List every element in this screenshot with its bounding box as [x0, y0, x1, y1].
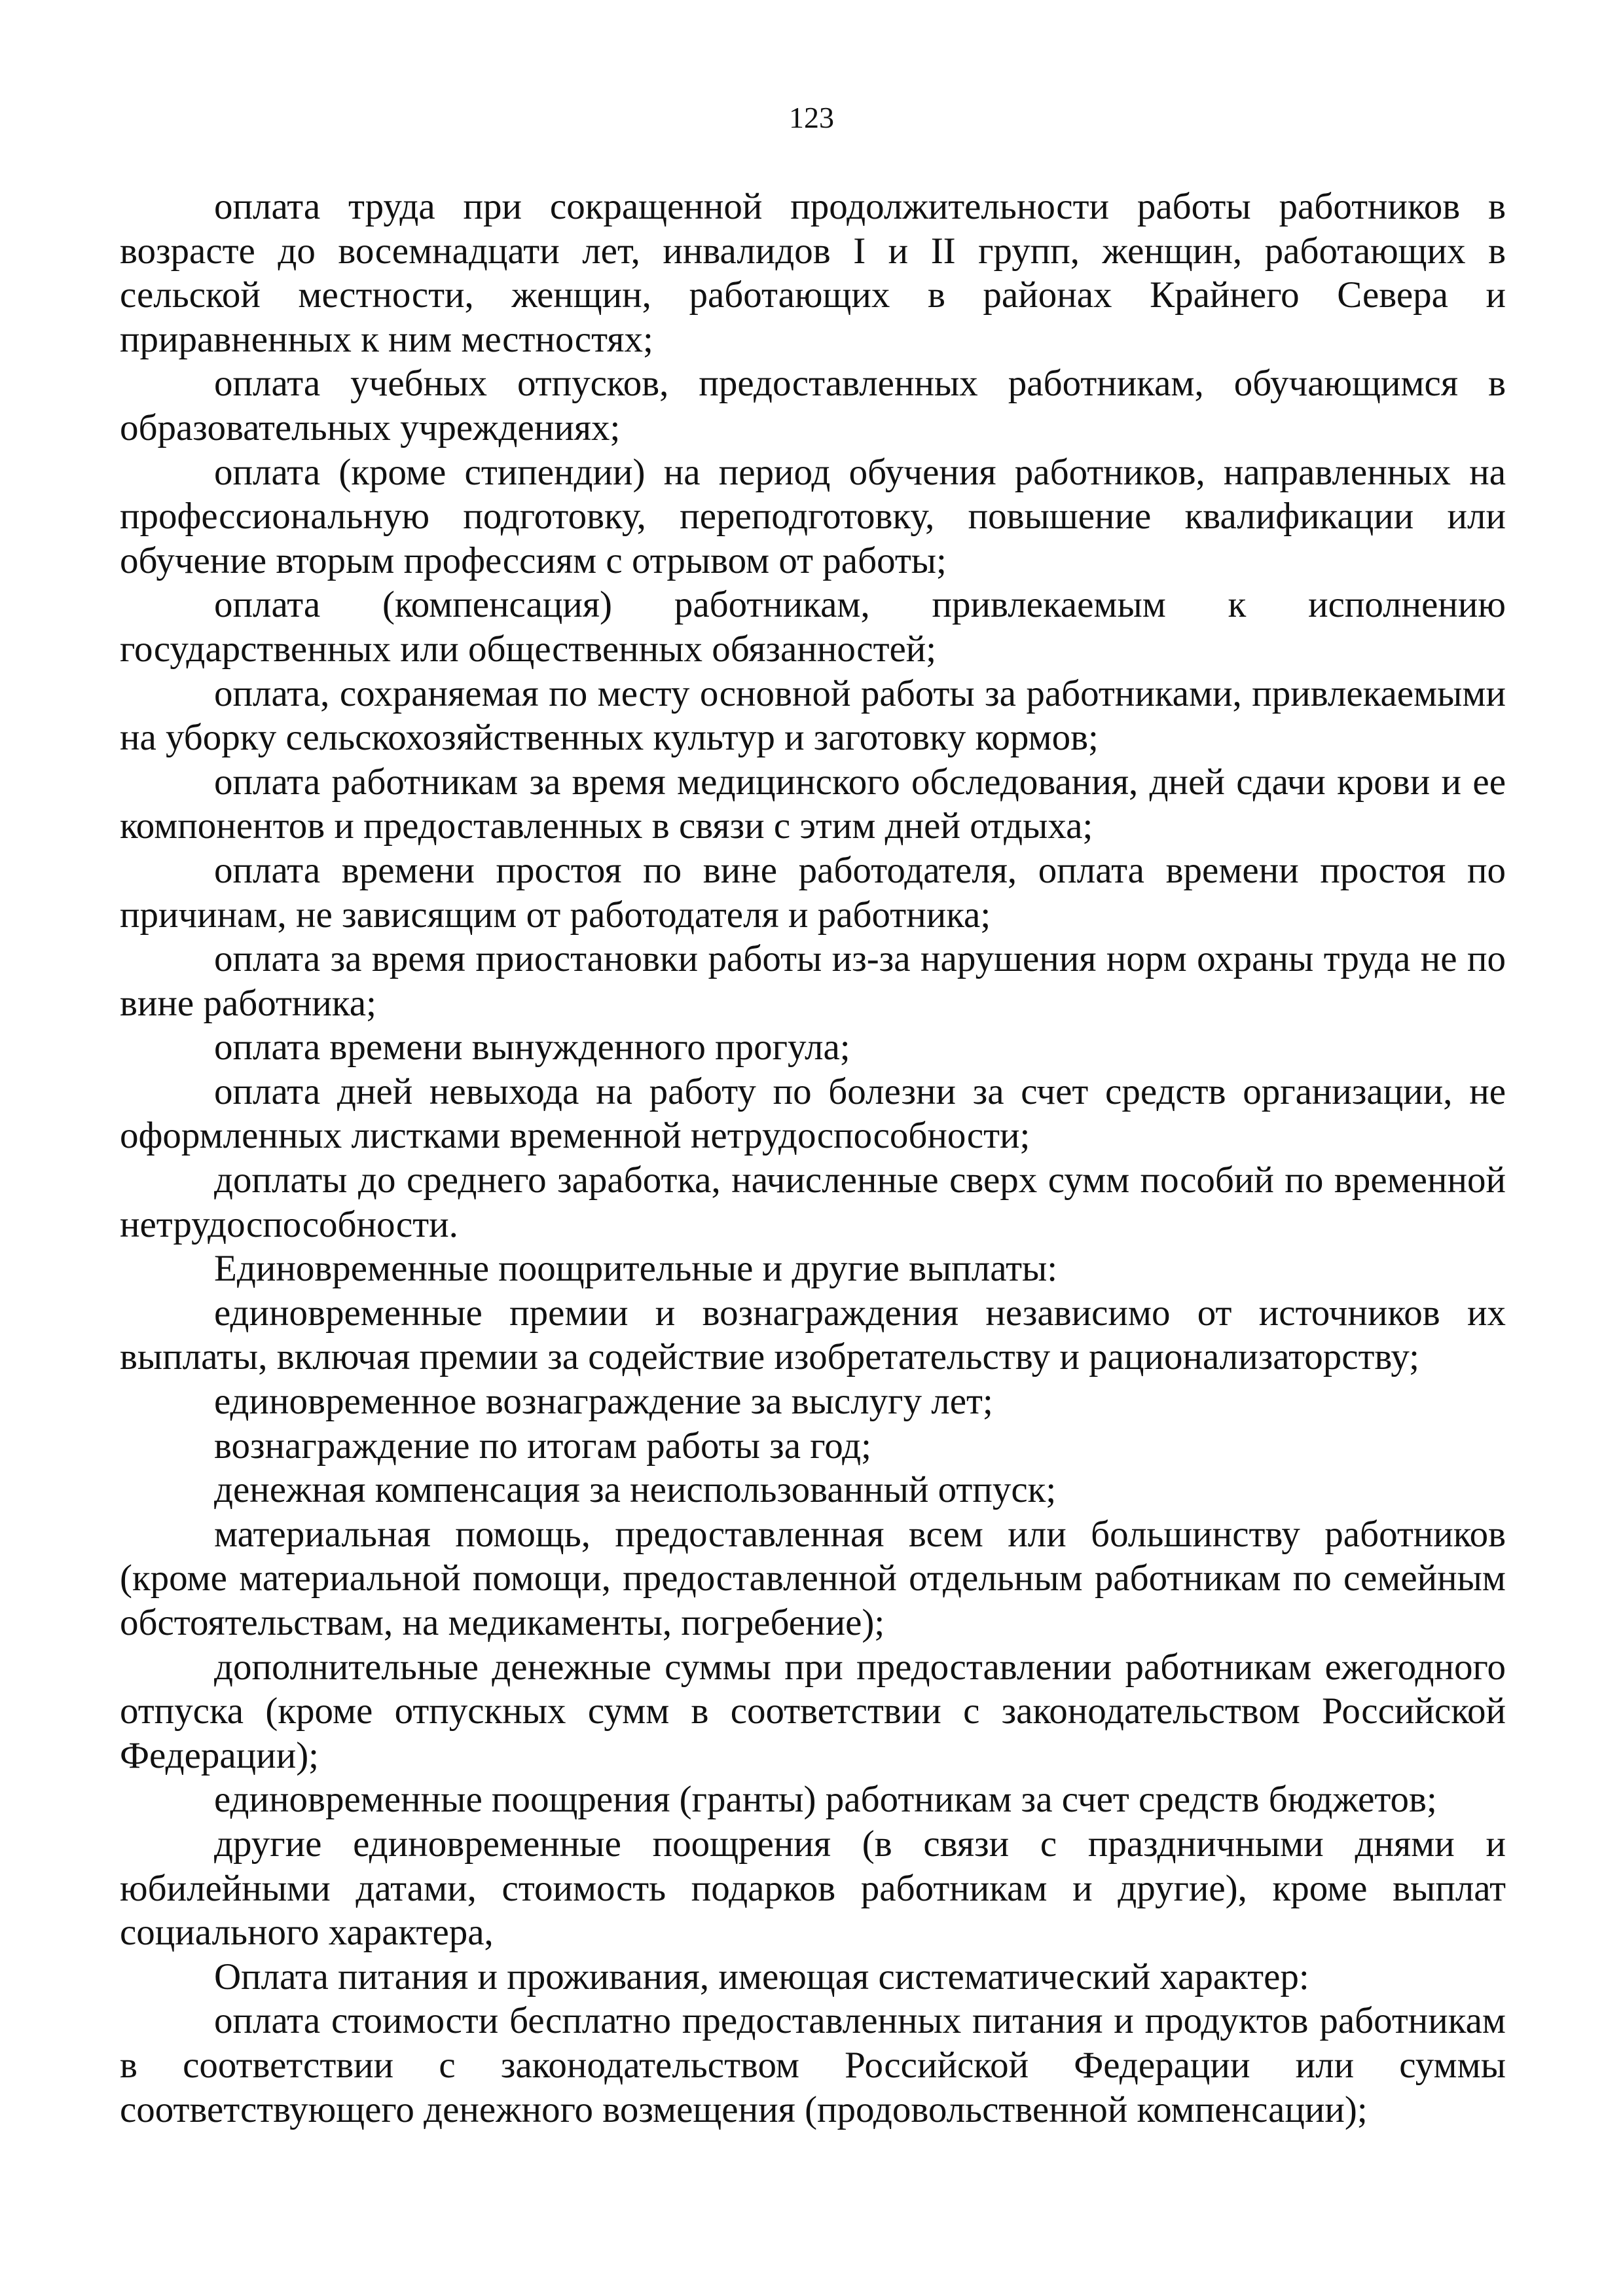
paragraph-unused-leave-compensation: денежная компенсация за неиспользованный отпуск; — [214, 1469, 1057, 1511]
section-heading-one-time-payments: Единовременные поощрительные и другие выплаты: — [214, 1248, 1058, 1290]
paragraph-disability-supplements: доплаты до среднего заработка, начисленные сверх сумм пособий по временной нетрудоспособности. — [120, 1159, 1506, 1245]
paragraph-vacation-additional-sums: дополнительные денежные суммы при предоставлении работникам ежегодного отпуска (кроме отпускных сумм в соответствии с законодательством Российской Федерации); — [120, 1646, 1506, 1776]
paragraph-public-duties-pay: оплата (компенсация) работникам, привлекаемым к исполнению государственных или общественных обязанностей; — [120, 584, 1506, 670]
paragraph-medical-exam-pay: оплата работникам за время медицинского обследования, дней сдачи крови и ее компонентов и предоставленных в связи с этим дней отдыха; — [120, 761, 1506, 847]
paragraph-suspension-pay: оплата за время приостановки работы из-за нарушения норм охраны труда не по вине работника; — [120, 938, 1506, 1024]
paragraph-downtime-pay: оплата времени простоя по вине работодателя, оплата времени простоя по причинам, не зависящим от работодателя и работника; — [120, 849, 1506, 936]
paragraph-harvest-pay: оплата, сохраняемая по месту основной работы за работниками, привлекаемыми на уборку сельскохозяйственных культур и заготовку кормов; — [120, 672, 1506, 759]
section-heading-food-housing: Оплата питания и проживания, имеющая систематический характер: — [214, 1956, 1309, 1997]
paragraph-annual-reward: вознаграждение по итогам работы за год; — [214, 1425, 871, 1467]
paragraph-reduced-hours-pay: оплата труда при сокращенной продолжительности работы работников в возрасте до восемнадцати лет, инвалидов I и II групп, женщин, работающих в сельской местности, женщин, работающих в районах Крайнего Севера и приравненных к ним местностях; — [120, 186, 1506, 360]
paragraph-material-assistance: материальная помощь, предоставленная всем или большинству работников (кроме материальной помощи, предоставленной отдельным работникам по семейным обстоятельствам, на медикаменты, погребение); — [120, 1513, 1506, 1643]
paragraph-free-food-pay: оплата стоимости бесплатно предоставленных питания и продуктов работникам в соответствии с законодательством Российской Федерации или суммы соответствующего денежного возмещения (продовольственной компенсации); — [120, 2000, 1506, 2130]
document-body — [120, 185, 1506, 2132]
paragraph-forced-absence-pay: оплата времени вынужденного прогула; — [214, 1027, 850, 1068]
paragraph-grants: единовременные поощрения (гранты) работникам за счет средств бюджетов; — [214, 1779, 1437, 1821]
paragraph-sick-days-pay: оплата дней невыхода на работу по болезни за счет средств организации, не оформленных листками временной нетрудоспособности; — [120, 1070, 1506, 1157]
page-number: 123 — [789, 101, 834, 134]
paragraph-training-pay: оплата (кроме стипендии) на период обучения работников, направленных на профессиональную подготовку, переподготовку, повышение квалификации или обучение вторым профессиям с отрывом от работы; — [120, 451, 1506, 581]
paragraph-study-leave-pay: оплата учебных отпусков, предоставленных работникам, обучающимся в образовательных учреждениях; — [120, 363, 1506, 448]
paragraph-seniority-reward: единовременное вознаграждение за выслугу лет; — [214, 1381, 993, 1423]
paragraph-other-incentives: другие единовременные поощрения (в связи с праздничными днями и юбилейными датами, стоимость подарков работникам и другие), кроме выплат социального характера, — [120, 1823, 1506, 1954]
paragraph-one-time-bonuses: единовременные премии и вознаграждения независимо от источников их выплаты, включая премии за содействие изобретательству и рационализаторству; — [120, 1292, 1506, 1378]
